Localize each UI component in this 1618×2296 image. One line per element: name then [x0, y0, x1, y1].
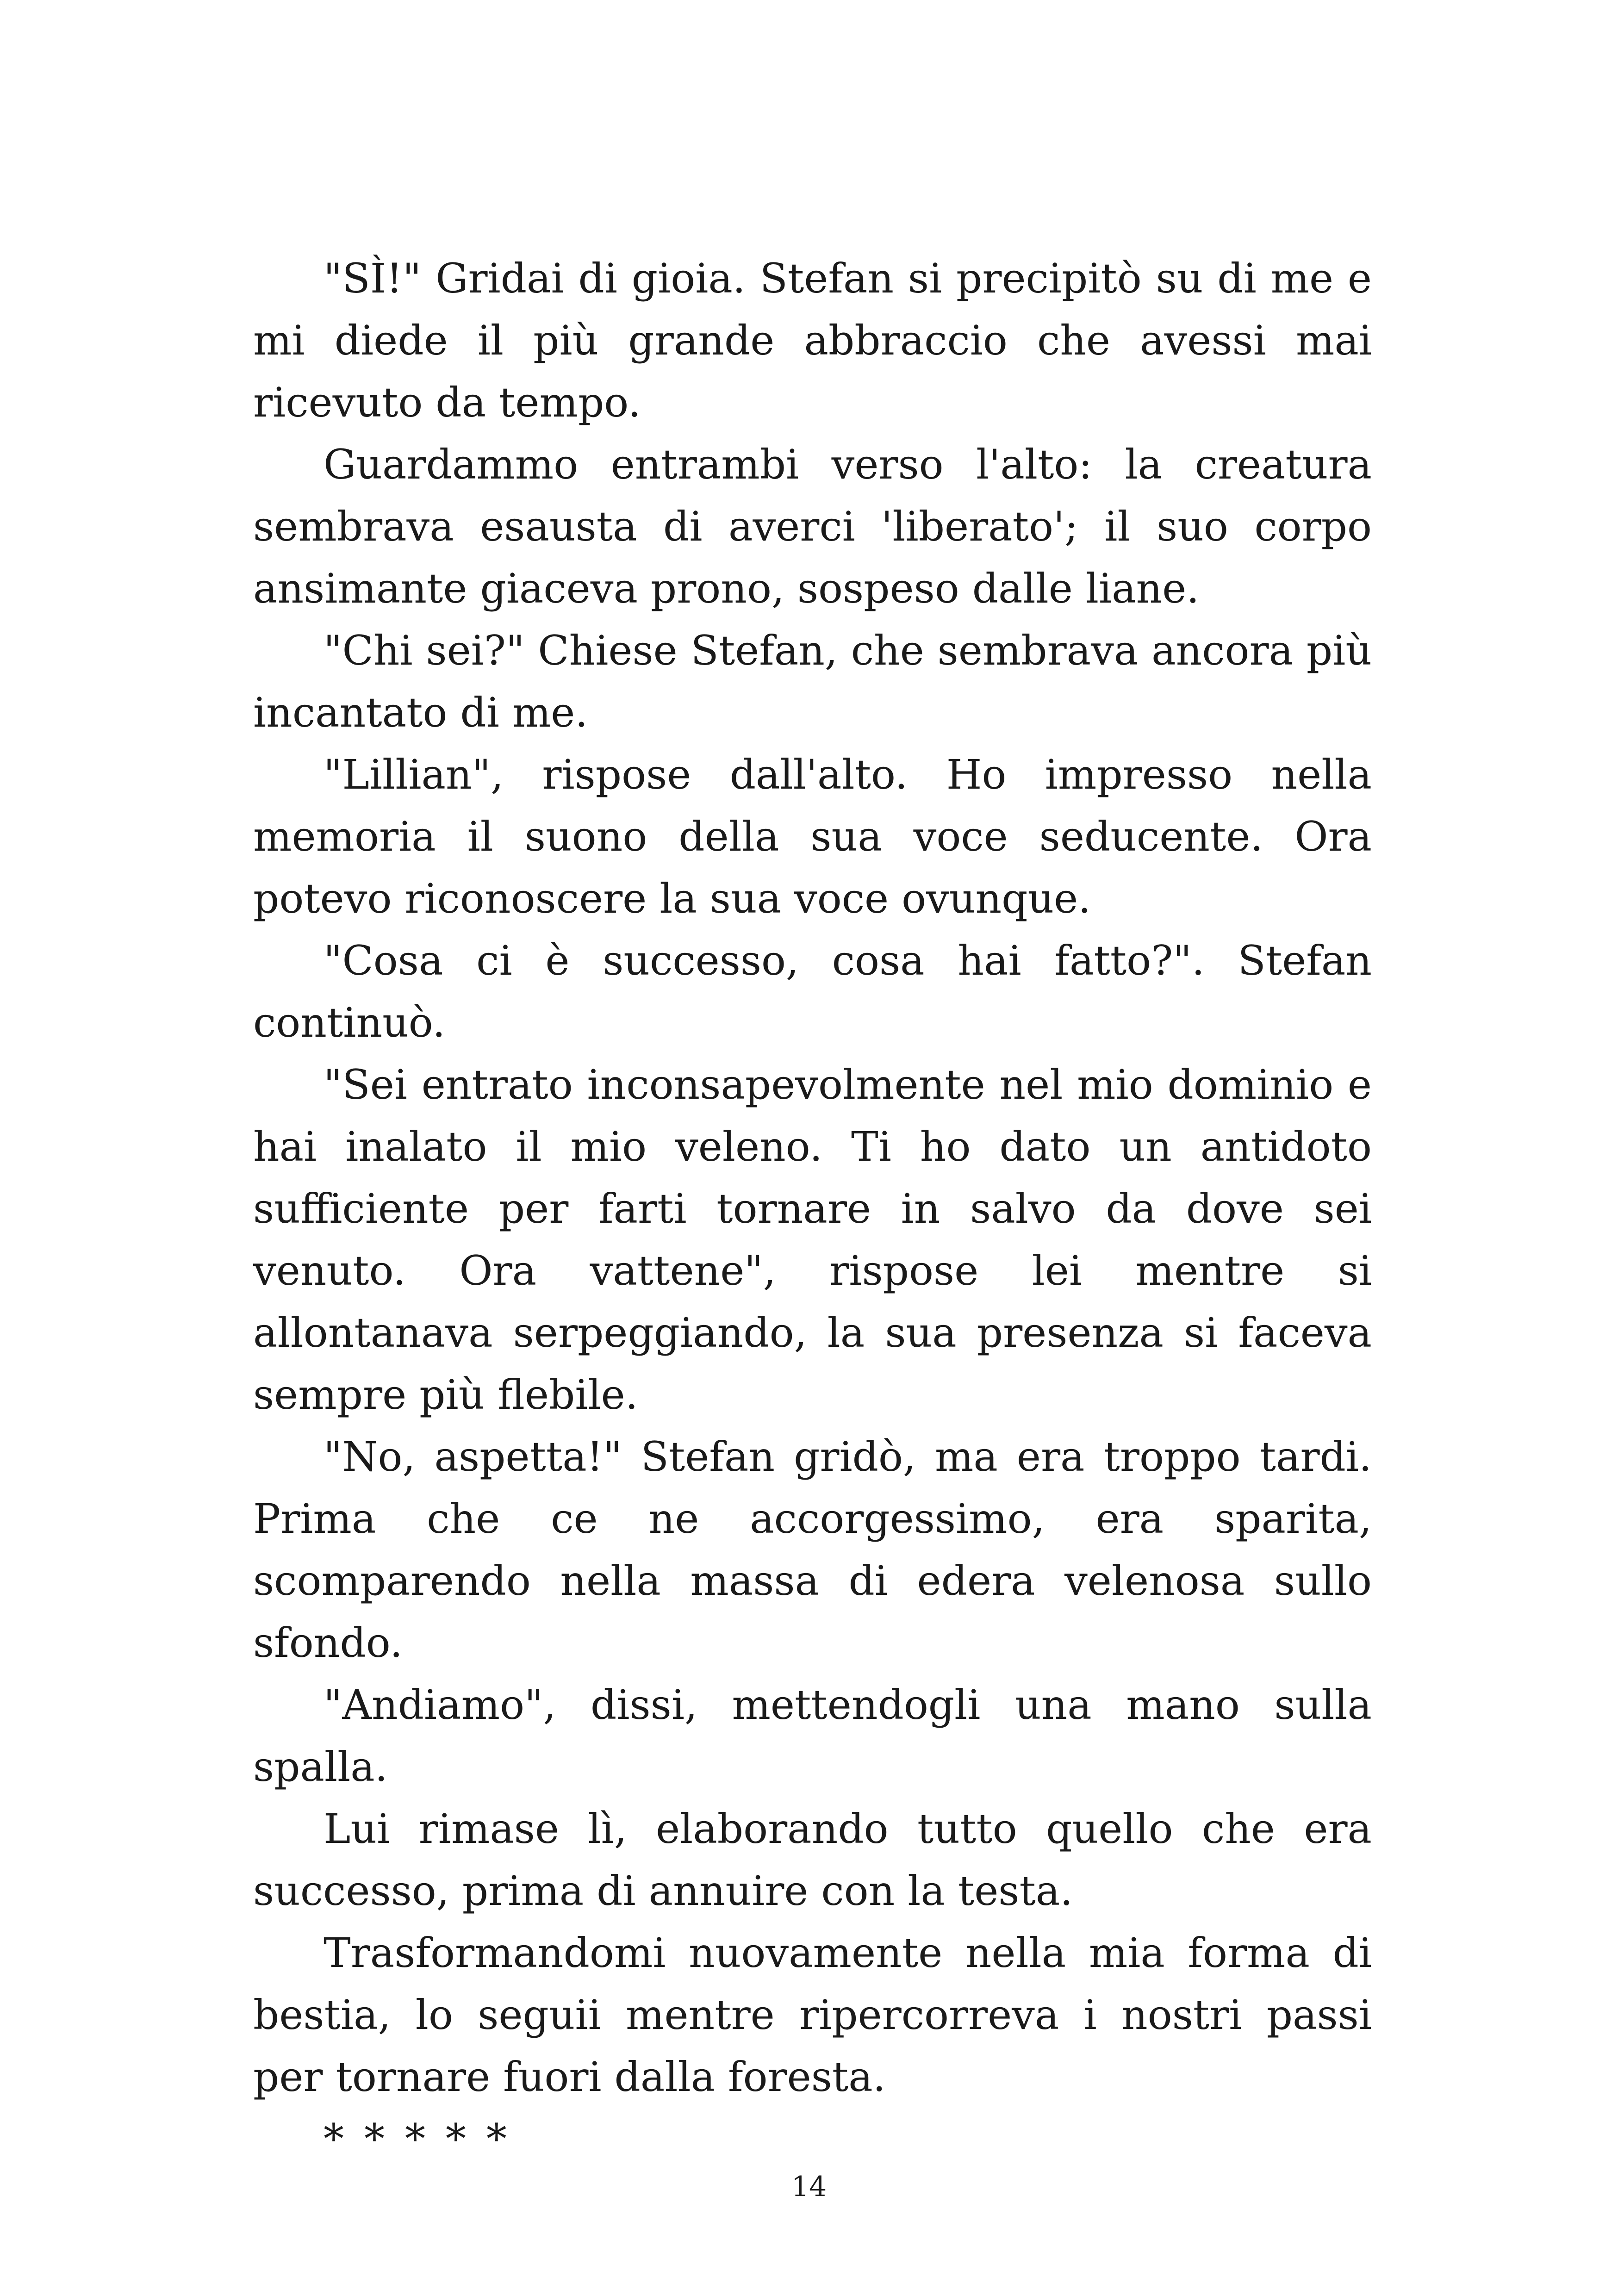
section-break: * * * * * [324, 2115, 510, 2163]
paragraph: "Cosa ci è successo, cosa hai fatto?". Stefan continuò. [253, 937, 1372, 1046]
page-number: 14 [791, 2171, 827, 2203]
paragraph: "Lillian", rispose dall'alto. Ho impresso nella memoria il suono della sua voce seducente. Ora potevo riconoscere la sua voce ovunque. [253, 751, 1372, 922]
paragraph: "SÌ!" Gridai di gioia. Stefan si precipitò su di me e mi diede il più grande abbraccio che avessi mai ricevuto da tempo. [253, 255, 1372, 426]
paragraph: Trasformandomi nuovamente nella mia forma di bestia, lo seguii mentre ripercorreva i nostri passi per tornare fuori dalla foresta. [253, 1929, 1372, 2101]
paragraph: "Andiamo", dissi, mettendogli una mano sulla spalla. [253, 1681, 1372, 1791]
body-text [253, 248, 1372, 2170]
paragraph: "Sei entrato inconsapevolmente nel mio dominio e hai inalato il mio veleno. Ti ho dato un antidoto sufficiente per farti tornare in salvo da dove sei venuto. Ora vattene", rispose lei mentre si allontanava serpeggiando, la sua presenza si faceva sempre più flebile. [253, 1061, 1372, 1419]
paragraph: Lui rimase lì, elaborando tutto quello che era successo, prima di annuire con la testa. [253, 1805, 1372, 1915]
paragraph: "No, aspetta!" Stefan gridò, ma era troppo tardi. Prima che ce ne accorgessimo, era sparita, scomparendo nella massa di edera velenosa sullo sfondo. [253, 1433, 1372, 1667]
paragraph: "Chi sei?" Chiese Stefan, che sembrava ancora più incantato di me. [253, 627, 1372, 736]
paragraph: Guardammo entrambi verso l'alto: la creatura sembrava esausta di averci 'liberato'; il suo corpo ansimante giaceva prono, sospeso dalle liane. [253, 441, 1372, 612]
